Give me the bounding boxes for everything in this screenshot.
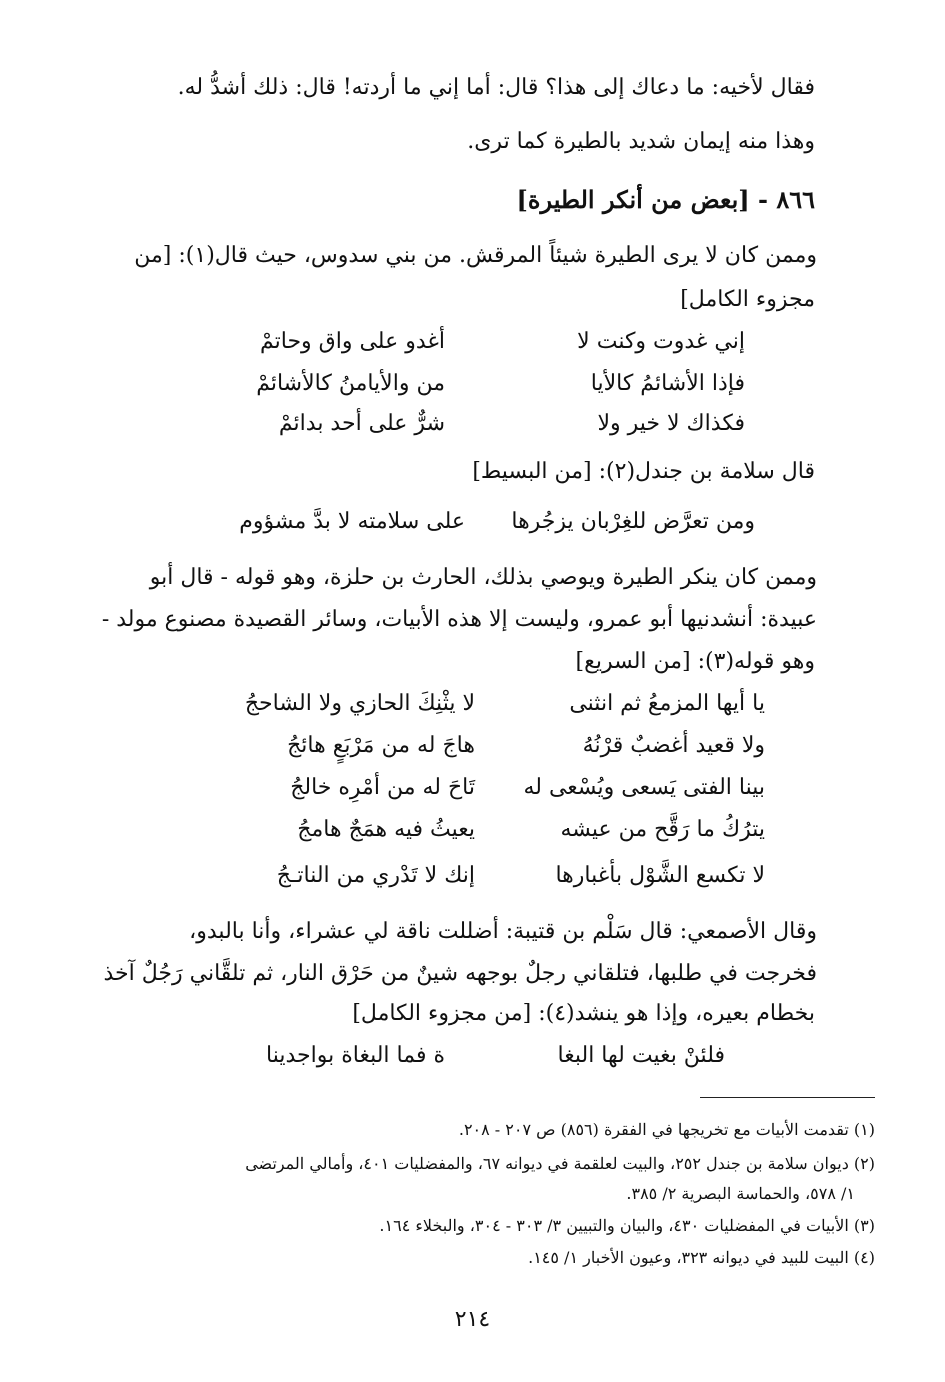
paragraph-line: فخرجت في طلبها، فتلقاني رجلٌ بوجهه شينٌ من حَرْق النار، ثم تلقَّاني رَجُلٌ آخذ: [103, 961, 817, 986]
footnote: (٢) ديوان سلامة بن جندل ٢٥٢، والبيت لعلقمة في ديوانه ٦٧، والمفضليات ٤٠١، وأمالي المرتضى: [245, 1154, 875, 1173]
verse-first-hemistich: فلئنْ بغيت لها البغا: [557, 1043, 725, 1068]
paragraph-line: فقال لأخيه: ما دعاك إلى هذا؟ قال: أما إني ما أردته! قال: ذلك أشدُّ له.: [177, 75, 815, 100]
verse-second-hemistich: هاجَ له من مَرْبَعٍ هائجُ: [287, 733, 475, 758]
verse-second-hemistich: من والأيامنُ كالأشائمْ: [256, 371, 445, 396]
verse-first-hemistich: ولا قعيد أغضبٌ قرْنُهُ: [582, 733, 765, 758]
page-number: ٢١٤: [454, 1307, 491, 1332]
paragraph-line: وهو قوله(٣): [من السريع]: [575, 649, 815, 674]
paragraph-line: قال سلامة بن جندل(٢): [من البسيط]: [472, 459, 815, 484]
verse-second-hemistich: ة فما البغاة بواجدينا: [266, 1043, 445, 1068]
verse-second-hemistich: على سلامته لا بدَّ مشؤوم: [239, 509, 465, 534]
verse-second-hemistich: لا يثْنِكَ الحازي ولا الشاحجُ: [244, 691, 475, 716]
paragraph-line: بخطام بعيره، وإذا هو ينشد(٤): [من مجزوء الكامل]: [352, 1001, 815, 1026]
paragraph-line: وممن كان لا يرى الطيرة شيئاً المرقش. من بني سدوس، حيث قال(١): [من: [134, 243, 817, 268]
verse-first-hemistich: يا أيها المزمعُ ثم انثنى: [569, 691, 765, 716]
paragraph-line: وقال الأصمعي: قال سَلْم بن قتيبة: أضللت ناقة لي عشراء، وأنا بالبدو،: [189, 919, 817, 944]
footnote: ١/ ٥٧٨، والحماسة البصرية ٢/ ٣٨٥.: [626, 1184, 855, 1203]
footnote: (١) تقدمت الأبيات مع تخريجها في الفقرة (٨٥٦) ص ٢٠٧ - ٢٠٨.: [458, 1120, 875, 1139]
paragraph-line: مجزوء الكامل]: [680, 287, 815, 312]
verse-first-hemistich: إني غدوت وكنت لا: [577, 329, 745, 354]
verse-first-hemistich: لا تكسع الشَّوْل بأغبارها: [555, 863, 765, 888]
verse-second-hemistich: يعيثُ فيه همَجٌ هامجُ: [297, 817, 475, 842]
verse-second-hemistich: إنك لا تَدْري من الناتـجُ: [276, 863, 475, 888]
verse-first-hemistich: فإذا الأشائمُ كالأيا: [590, 371, 745, 396]
verse-second-hemistich: شرٌّ على أحد بدائمْ: [278, 411, 445, 436]
verse-first-hemistich: يترُكُ ما رَقَّح من عيشه: [560, 817, 765, 842]
paragraph-line: عبيدة: أنشدنيها أبو عمرو، وليست إلا هذه الأبيات، وسائر القصيدة مصنوع مولد -: [101, 607, 817, 632]
verse-second-hemistich: أغدو على واق وحاتمْ: [259, 329, 445, 354]
footnote-separator: [700, 1097, 875, 1098]
footnote: (٣) الأبيات في المفضليات ٤٣٠، والبيان والتبيين ٣/ ٣٠٣ - ٣٠٤، والبخلاء ١٦٤.: [379, 1216, 875, 1235]
paragraph-line: وهذا منه إيمان شديد بالطيرة كما ترى.: [467, 129, 815, 154]
footnote: (٤) البيت للبيد في ديوانه ٣٢٣، وعيون الأخبار ١/ ١٤٥.: [528, 1248, 875, 1267]
verse-first-hemistich: بينا الفتى يَسعى ويُسْعى له: [523, 775, 765, 800]
verse-second-hemistich: تَاحَ له من أمْرِه خالجُ: [290, 775, 475, 800]
verse-first-hemistich: فكذاك لا خير ولا: [597, 411, 745, 436]
paragraph-line: وممن كان ينكر الطيرة ويوصي بذلك، الحارث بن حلزة، وهو قوله - قال أبو: [149, 565, 817, 590]
verse-first-hemistich: ومن تعرَّض للغِرْبان يزجُرها: [511, 509, 755, 534]
section-heading: ٨٦٦ - [بعض من أنكر الطيرة]: [516, 185, 815, 214]
